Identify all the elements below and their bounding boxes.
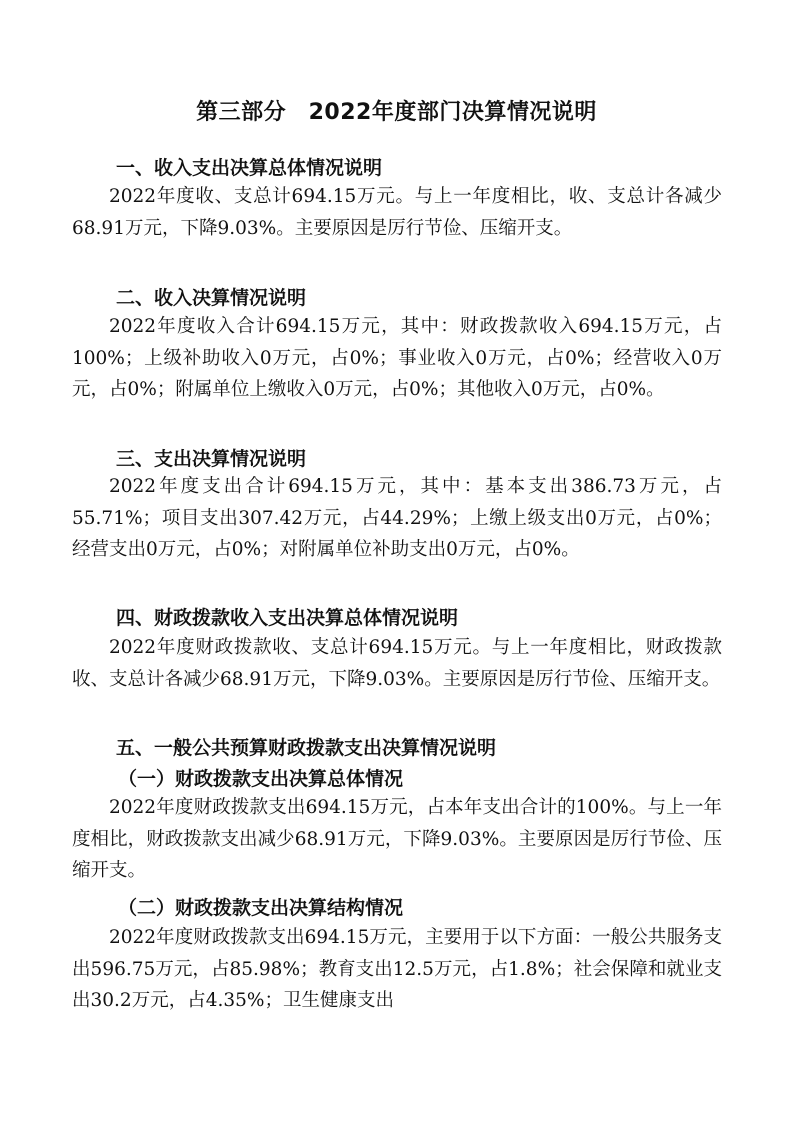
section-heading-4: 四、财政拨款收入支出决算总体情况说明 <box>116 607 459 629</box>
section-heading-3: 三、支出决算情况说明 <box>116 448 307 470</box>
section-heading-2: 二、收入决算情况说明 <box>116 287 307 309</box>
subsection-heading-5-1: （一）财政拨款支出决算总体情况 <box>118 768 404 790</box>
subsection-body-5-1: 2022年度财政拨款支出694.15万元，占本年支出合计的100%。与上一年度相比，财政拨款支出减少68.91万元，下降9.03%。主要原因是厉行节俭、压缩开支。 <box>72 797 722 881</box>
section-body-4: 2022年度财政拨款收、支总计694.15万元。与上一年度相比，财政拨款收、支总计各减少68.91万元，下降9.03%。主要原因是厉行节俭、压缩开支。 <box>72 637 722 690</box>
section-body-3: 2022年度支出合计694.15万元，其中：基本支出386.73万元，占55.71%；项目支出307.42万元，占44.29%；上缴上级支出0万元，占0%；经营支出0万元，占0%；对附属单位补助支出0万元，占0%。 <box>72 476 722 560</box>
section-heading-5: 五、一般公共预算财政拨款支出决算情况说明 <box>116 737 497 759</box>
subsection-body-5-2: 2022年度财政拨款支出694.15万元，主要用于以下方面：一般公共服务支出596.75万元，占85.98%；教育支出12.5万元，占1.8%；社会保障和就业支出30.2万元，占4.35%；卫生健康支出 <box>72 927 722 1011</box>
section-body-1: 2022年度收、支总计694.15万元。与上一年度相比，收、支总计各减少68.91万元，下降9.03%。主要原因是厉行节俭、压缩开支。 <box>72 186 722 239</box>
subsection-heading-5-2: （二）财政拨款支出决算结构情况 <box>118 897 404 919</box>
section-body-2: 2022年度收入合计694.15万元，其中：财政拨款收入694.15万元，占100%；上级补助收入0万元，占0%；事业收入0万元，占0%；经营收入0万元，占0%；附属单位上缴收入0万元，占0%；其他收入0万元，占0%。 <box>72 316 722 400</box>
section-heading-1: 一、收入支出决算总体情况说明 <box>116 157 383 179</box>
page-title: 第三部分 2022年度部门决算情况说明 <box>196 100 597 125</box>
